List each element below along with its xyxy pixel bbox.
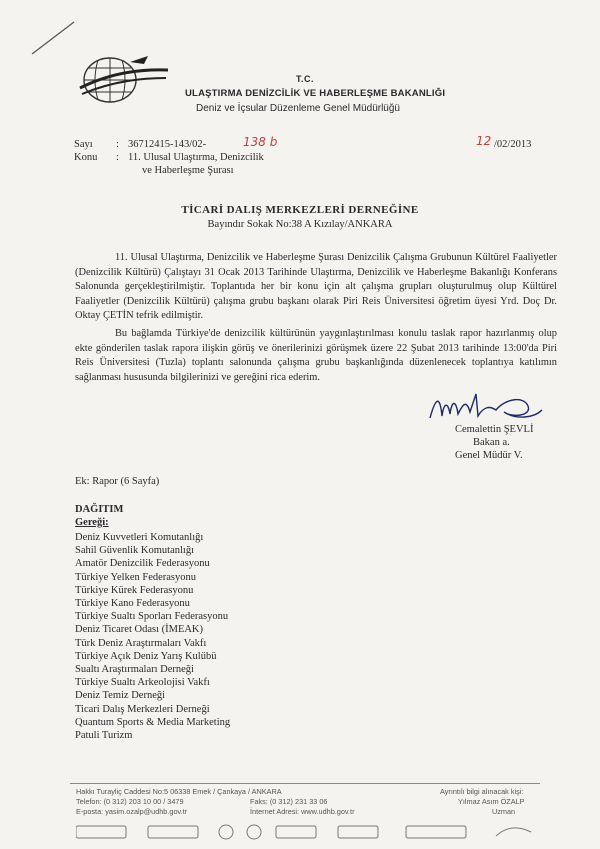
attachment-note: Ek: Rapor (6 Sayfa): [75, 476, 160, 487]
signer-title-2: Genel Müdür V.: [455, 450, 523, 461]
distribution-item: Deniz Temiz Derneği: [75, 690, 166, 702]
konu-colon: :: [116, 152, 119, 163]
distribution-heading: DAĞITIM: [75, 504, 124, 515]
sayi-value: 36712415-143/02-: [128, 139, 207, 150]
distribution-item: Türkiye Yelken Federasyonu: [75, 571, 197, 583]
footer-email: E-posta: yasim.ozalp@udhb.gov.tr: [76, 807, 188, 816]
footer-address: Hakkı Turayliç Caddesi No:5 06338 Emek / Çankaya / ANKARA: [76, 787, 282, 796]
footer-divider: [70, 783, 540, 784]
ministry-logo-icon: [70, 48, 170, 108]
konu-label: Konu: [74, 152, 98, 163]
sayi-handwritten: 138 b: [243, 135, 278, 149]
recipient-name: TİCARİ DALIŞ MERKEZLERİ DERNEĞİNE: [181, 204, 419, 216]
distribution-item: Türkiye Açık Deniz Yarış Kulübü: [75, 650, 217, 662]
footer-logo-strip: [76, 818, 546, 844]
signer-name: Cemalettin ŞEVLİ: [455, 424, 534, 435]
distribution-item: Sualtı Araştırmaları Derneği: [75, 664, 194, 676]
footer-contact-label: Ayrıntılı bilgi alınacak kişi:: [440, 787, 524, 796]
date-printed: /02/2013: [494, 139, 532, 150]
distribution-item: Sahil Güvenlik Komutanlığı: [75, 545, 194, 557]
footer-fax: Faks: (0 312) 231 33 06: [250, 797, 328, 806]
distribution-item: Türkiye Kano Federasyonu: [75, 598, 190, 610]
sayi-label: Sayı: [74, 139, 93, 150]
body-paragraph-2: Bu bağlamda Türkiye'de denizcilik kültürünün yaygınlaştırılması konulu taslak rapor hazırlanmış olup ekte gönderilen taslak rapora ilişkin görüş ve önerilerinizi görüşmek üzere 22 Şubat 2013 tarihinde 13:00'da Piri Reis Üniversitesi (Tuzla) toplantı salonunda çalışma grubu başkanlığında düzenlenecek toplantıya katılımın sağlanması hususunda bilgilerinizi ve gereğini rica ederim.: [75, 328, 557, 383]
footer-contact-name: Yılmaz Asım ÖZALP: [458, 797, 525, 806]
distribution-item: Türk Deniz Araştırmaları Vakfı: [75, 637, 207, 649]
footer-contact-title: Uzman: [492, 807, 516, 816]
distribution-item: Quantum Sports & Media Marketing: [75, 716, 231, 728]
header-ministry: ULAŞTIRMA DENİZCİLİK VE HABERLEŞME BAKANLIĞI: [185, 88, 446, 99]
signer-title-1: Bakan a.: [473, 437, 510, 448]
body-paragraph-1: 11. Ulusal Ulaştırma, Denizcilik ve Haberleşme Şurası Denizcilik Çalışma Grubunun Kültürel Faaliyetler (Denizcilik Kültürü) Çalıştayı 31 Ocak 2013 Tarihinde Ulaştırma, Denizcilik ve Haberleşme Bakanlığı Konferans Salonunda gerçekleştirilmiştir. Toplantıda her bir konu için alt çalışma grupları oluşturulmuş olup Kültürel Faaliyetler (Denizcilik Kültürü) çalışma grubu başkanı olarak Piri Reis Üniversitesi öğretim üyesi Yrd. Doç Dr. Oktay ÇETİN tefrik edilmiştir.: [75, 252, 557, 322]
footer-phone: Telefon: (0 312) 203 10 00 / 3479: [76, 797, 184, 806]
header-tc: T.C.: [296, 74, 315, 84]
date-handwritten: 12: [476, 134, 492, 148]
distribution-item: Deniz Kuvvetleri Komutanlığı: [75, 532, 204, 543]
distribution-item: Türkiye Sualtı Sporları Federasyonu: [75, 611, 229, 623]
distribution-item: Amatör Denizcilik Federasyonu: [75, 558, 210, 570]
distribution-item: Türkiye Sualtı Arkeolojisi Vakfı: [75, 677, 210, 689]
distribution-list: [75, 531, 230, 742]
distribution-subheading: Gereği:: [75, 517, 109, 528]
distribution-item: Deniz Ticaret Odası (İMEAK): [75, 624, 204, 636]
distribution-item: Patuli Turizm: [75, 730, 133, 742]
footer-web: İnternet Adresi: www.udhb.gov.tr: [250, 807, 355, 816]
handwritten-signature: [426, 388, 546, 428]
header-directorate: Deniz ve İçsular Düzenleme Genel Müdürlüğü: [196, 103, 400, 114]
distribution-item: Türkiye Kürek Federasyonu: [75, 584, 194, 596]
signature-block: [455, 423, 533, 462]
konu-line-1: 11. Ulusal Ulaştırma, Denizcilik: [128, 152, 264, 163]
konu-line-2: ve Haberleşme Şurası: [142, 165, 234, 176]
sayi-colon: :: [116, 139, 119, 150]
recipient-address: Bayındır Sokak No:38 A Kızılay/ANKARA: [207, 219, 393, 230]
distribution-item: Ticari Dalış Merkezleri Derneği: [75, 703, 210, 715]
